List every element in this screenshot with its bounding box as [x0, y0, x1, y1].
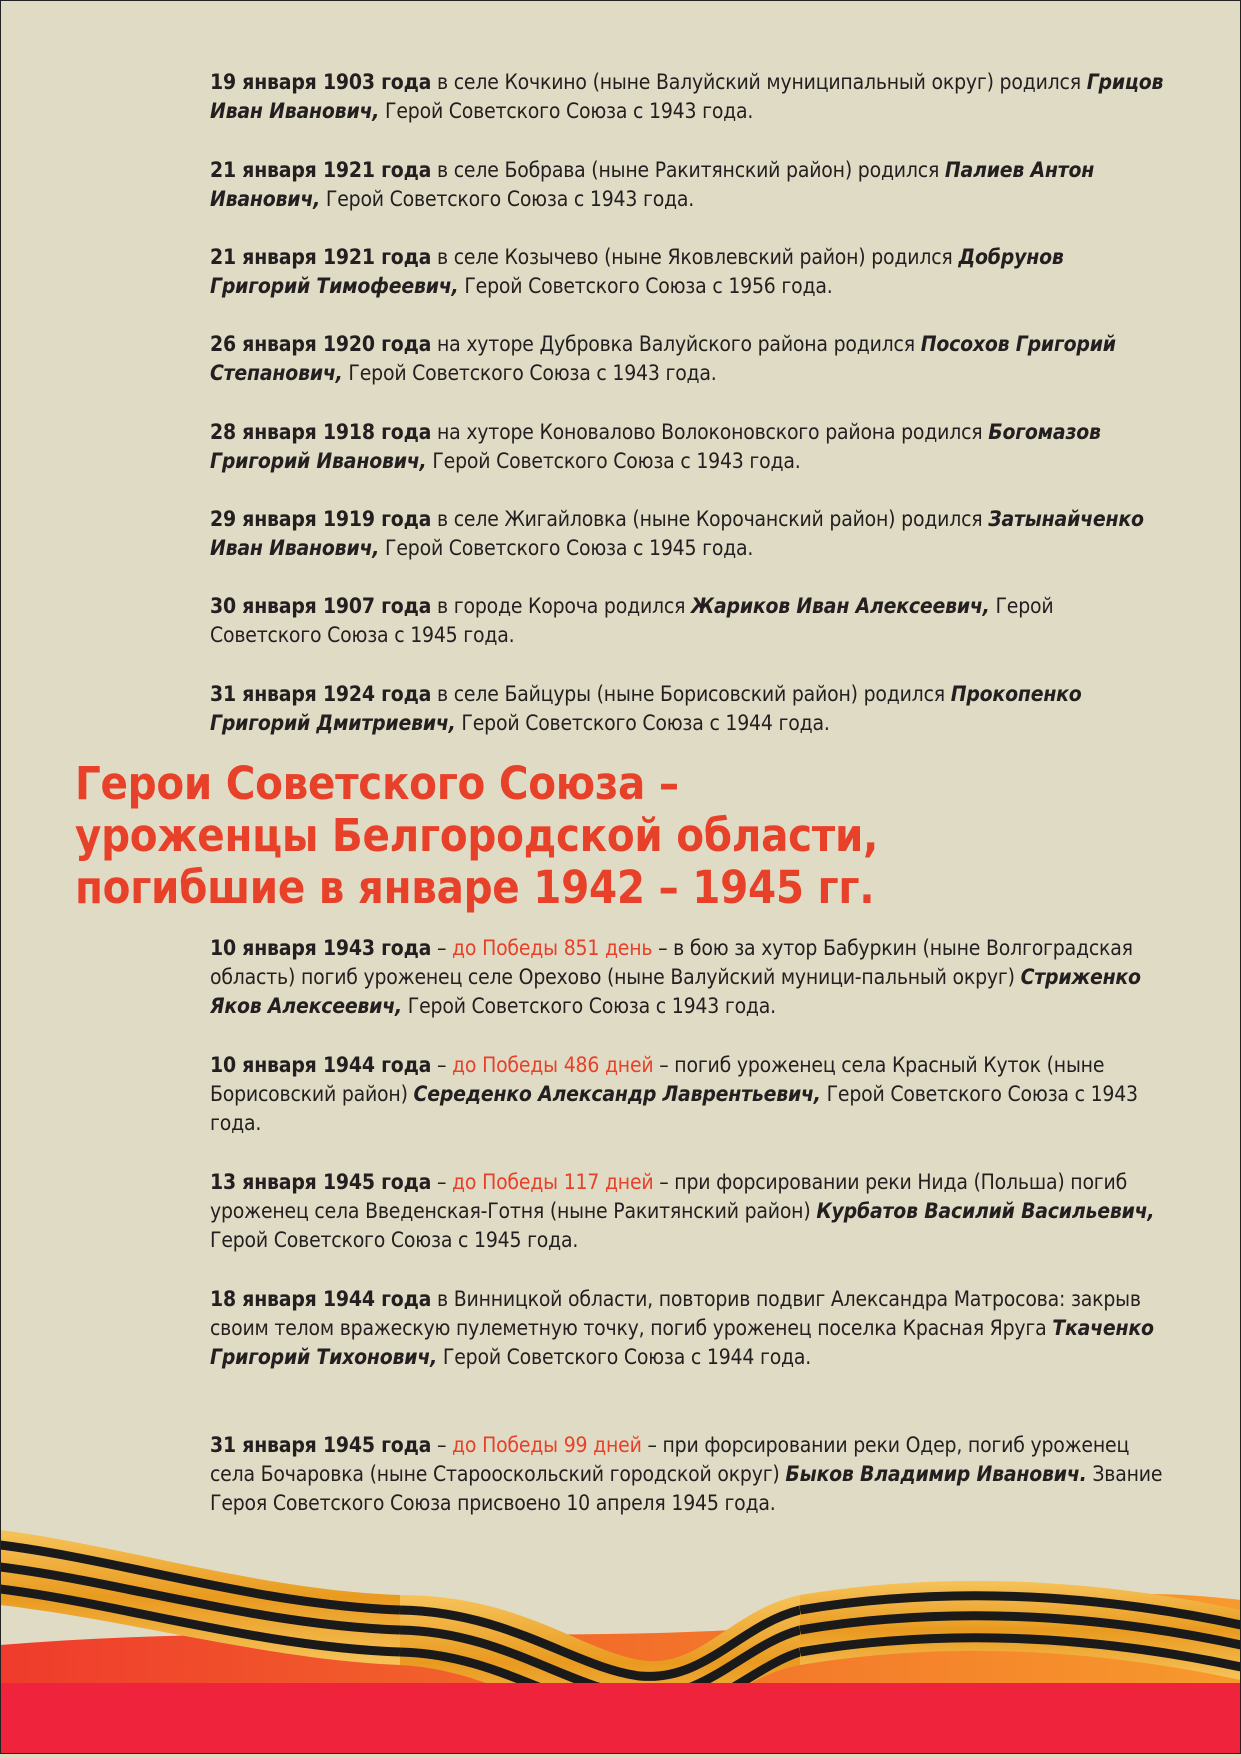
death-entry: 10 января 1943 года – до Победы 851 день – в бою за хутор Бабуркин (ныне Волгоградская область) погиб уроженец селе Орехово (ныне Валуйский муници-пальный округ) Стриженко Яков Алексеевич, Герой Советского Союза с 1943 года. — [210, 936, 1141, 1018]
section-heading — [75, 758, 1125, 914]
heading-line: уроженцы Белгородской области, — [75, 809, 879, 862]
birth-entry: 28 января 1918 года на хуторе Коновалово Волоконовского района родился Богомазов Григорий Иванович, Герой Советского Союза с 1943 года. — [210, 420, 1101, 473]
death-entry: 18 января 1944 года в Винницкой области, повторив подвиг Александра Матросова: закрыв своим телом вражескую пулеметную точку, погиб уроженец поселка Красная Яруга Ткаченко Григорий Тихонович, Герой Советского Союза с 1944 года. — [210, 1287, 1154, 1369]
death-entry: 31 января 1945 года – до Победы 99 дней – при форсировании реки Одер, погиб уроженец села Бочаровка (ныне Старооскольский городской округ) Быков Владимир Иванович. Звание Героя Советского Союза присвоено 10 апреля 1945 года. — [210, 1433, 1163, 1515]
heading-line: погибшие в январе 1942 – 1945 гг. — [75, 861, 875, 914]
birth-entry: 26 января 1920 года на хуторе Дубровка Валуйского района родился Посохов Григорий Степанович, Герой Советского Союза с 1943 года. — [210, 332, 1116, 385]
heading-line: Герои Советского Союза – — [75, 757, 679, 810]
death-entry: 10 января 1944 года – до Победы 486 дней – погиб уроженец села Красный Куток (ныне Борисовский район) Середенко Александр Лаврентьевич, Герой Советского Союза с 1943 года. — [210, 1053, 1138, 1135]
birth-entry: 30 января 1907 года в городе Короча родился Жариков Иван Алексеевич, Герой Советского Союза с 1945 года. — [210, 594, 1054, 647]
death-entry: 13 января 1945 года – до Победы 117 дней – при форсировании реки Нида (Польша) погиб уроженец села Введенская-Готня (ныне Ракитянский район) Курбатов Василий Васильевич, Герой Советского Союза с 1945 года. — [210, 1170, 1155, 1252]
birth-entry: 21 января 1921 года в селе Бобрава (ныне Ракитянский район) родился Палиев Антон Иванович, Герой Советского Союза с 1943 года. — [210, 158, 1095, 211]
bottom-red-band — [0, 1683, 1241, 1754]
birth-entry: 31 января 1924 года в селе Байцуры (ныне Борисовский район) родился Прокопенко Григорий Дмитриевич, Герой Советского Союза с 1944 года. — [210, 682, 1082, 735]
birth-entry: 19 января 1903 года в селе Кочкино (ныне Валуйский муниципальный округ) родился Грицов Иван Иванович, Герой Советского Союза с 1943 года. — [210, 70, 1164, 123]
birth-entry: 29 января 1919 года в селе Жигайловка (ныне Корочанский район) родился Затынайченко Иван Иванович, Герой Советского Союза с 1945 года. — [210, 507, 1144, 560]
birth-entry: 21 января 1921 года в селе Козычево (ныне Яковлевский район) родился Добрунов Григорий Тимофеевич, Герой Советского Союза с 1956 года. — [210, 245, 1064, 298]
